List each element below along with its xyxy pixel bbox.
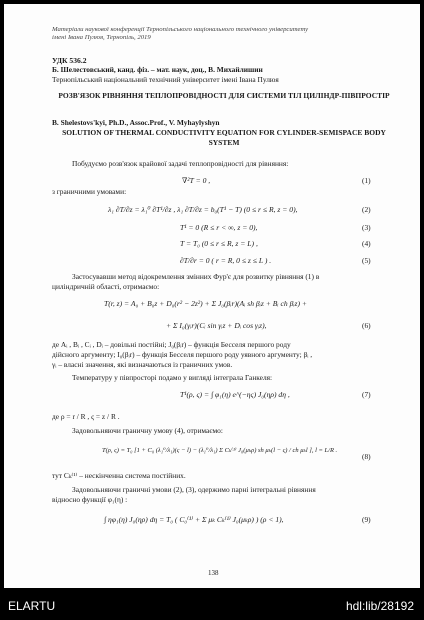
equation-number: (4) [362,239,371,248]
paragraph: тут Cₖ⁽¹⁾ – нескінченна система постійних. [52,471,186,480]
equation-number: (2) [362,205,371,214]
equation-9: ∫ ηφ₁(η) J₀(ηρ) dη = T₀ ( C₀⁽¹⁾ + Σ μₖ Cₖ⁽¹⁾ J₀(μₖρ) ) (ρ < 1), [104,515,284,524]
equation-8: T(ρ, ς) = T₀ [1 + C₀ (λ₁⁰/λ₁)(ς − l) − (λ₁⁰/λ₁) Σ Cₖ⁽¹⁾ J₀(μₖρ) sh μₖ(l − ς) / ch μₖl ], l = L/R . [102,447,338,454]
paragraph: з граничними умовами: [52,187,127,196]
repository-name: ELARTU [8,599,56,613]
affiliation-ukrainian: Тернопільський національний технічний університет імені Івана Пулюя [52,75,279,84]
conference-header [52,26,308,42]
equation-number: (5) [362,256,371,265]
paragraph: циліндричній області, отримаємо: [52,282,160,291]
document-page [4,4,420,588]
equation-2: λ₁ ∂T/∂z = λ₁⁰ ∂T¹/∂z , λ₁ ∂T/∂z = b₀(T¹ − T) (0 ≤ r ≤ R, z = 0), [108,205,298,214]
handle-link[interactable]: hdl:lib/28192 [345,599,414,613]
paragraph: Застосувавши метод відокремлення змінних Фур'є для розвитку рівняння (1) в [72,272,320,281]
authors-english: B. Shelestovs'kyi, Ph.D., Assoc.Prof., V. Myhaylyshyn [52,118,220,127]
title-english: SOLUTION OF THERMAL CONDUCTIVITY EQUATION FOR CYLINDER-SEMISPACE BODY SYSTEM [62,128,386,147]
paragraph: де Aᵢ , Bᵢ , Cᵢ , Dᵢ – довільні постійні; J₀(βᵢr) – функція Бесселя першого роду [52,340,291,349]
equation-4: T = T₀ (0 ≤ r ≤ R, z = L) , [180,239,258,248]
equation-number: (1) [362,176,371,185]
paragraph: Побудуємо розв'язок крайової задачі теплопровідності для рівняння: [72,159,289,168]
conference-header-line: імені Івана Пулюя, Тернопіль, 2019 [52,34,151,41]
paragraph: відносно функції φ₁(η) : [52,495,128,504]
equation-number: (3) [362,223,371,232]
udk-code: УДК 536.2 [52,56,87,65]
authors-ukrainian: Б. Шелестовський, канд. фіз. – мат. наук, доц., В. Михайлишин [52,65,263,74]
page-number: 138 [208,569,219,577]
equation-6-continued: + Σ I₀(γᵢr)(Cᵢ sin γᵢz + Dᵢ cos γᵢz), [166,321,267,330]
equation-1: ∇²T = 0 , [182,176,211,185]
title-ukrainian: РОЗВ'ЯЗОК РІВНЯННЯ ТЕПЛОПРОВІДНОСТІ ДЛЯ СИСТЕМИ ТІЛ ЦИЛІНДР-ПІВПРОСТІР [58,91,390,100]
paragraph: Задовольняючи граничні умови (2), (3), одержимо парні інтегральні рівняння [72,485,316,494]
paragraph: γᵢ – власні значення, які визначаються із граничних умов. [52,360,233,369]
paragraph: Задовольняючи граничну умову (4), отримаємо: [72,426,223,435]
equation-number: (7) [362,390,371,399]
conference-header-line: Матеріали наукової конференції Тернопільського національного технічного університету [52,26,309,33]
equation-number: (8) [362,452,371,461]
paragraph: дійсного аргументу; I₀(βᵢr) – функція Бесселя першого роду уявного аргументу; βᵢ , [52,350,313,359]
paragraph: Температуру у півпросторі подамо у вигляді інтеграла Ганкеля: [72,373,273,382]
equation-5: ∂T/∂r = 0 ( r = R, 0 ≤ z ≤ L ) . [180,256,272,265]
equation-3: T¹ = 0 (R ≤ r < ∞, z = 0), [180,223,258,232]
equation-number: (6) [362,321,371,330]
paragraph: де ρ = r / R , ς = z / R . [52,412,120,421]
equation-6: T(r, z) = A₀ + B₀z + D₀(r² − 2z²) + Σ J₀(βᵢr)(Aᵢ sh βᵢz + Bᵢ ch βᵢz) + [104,299,308,308]
equation-number: (9) [362,515,371,524]
equation-7: T¹(ρ, ς) = ∫ φ₁(η) e^(−ης) J₀(ηρ) dη , [180,390,290,399]
